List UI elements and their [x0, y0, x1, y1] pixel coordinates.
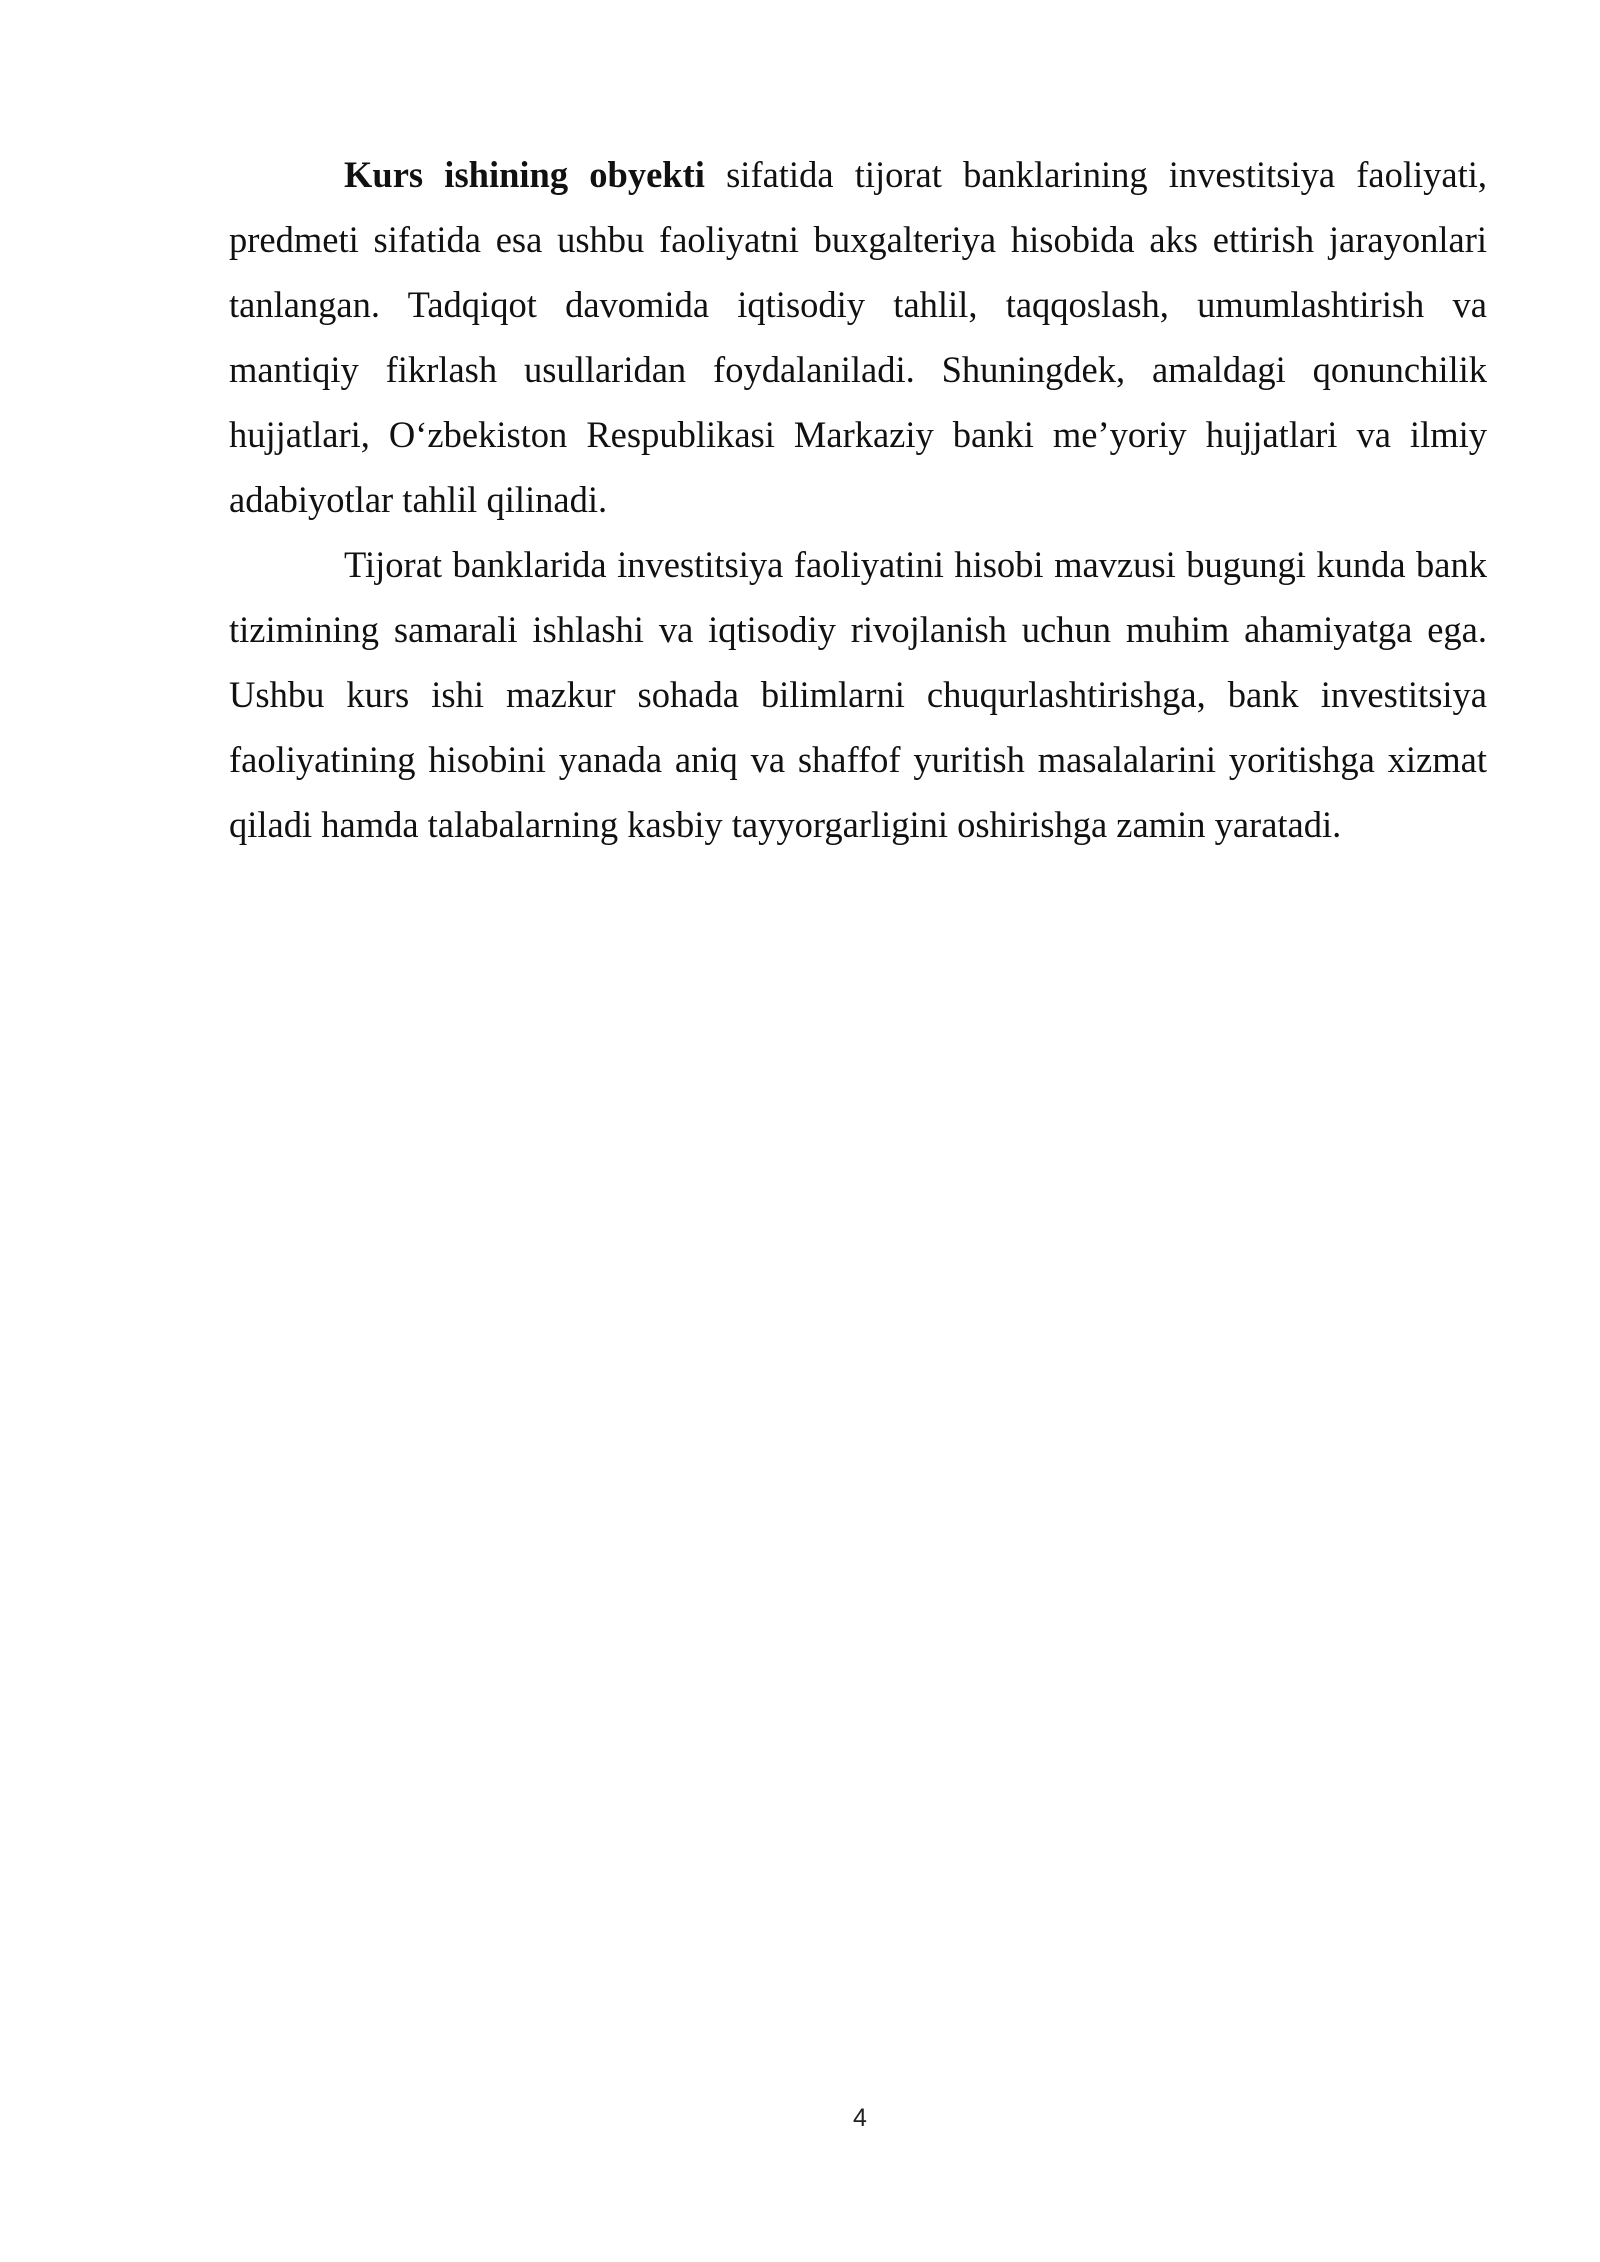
page-number: 4 [853, 2104, 867, 2132]
paragraph-object-subject [229, 142, 1487, 532]
paragraph-text: sifatida tijorat banklarining investitsiya faoliyati, predmeti sifatida esa ushbu faoliyatni buxgalteriya hisobida aks ettirish jarayonlari tanlangan. Tadqiqot davomida iqtisodiy tahlil, taqqoslash, umumlashtirish va mantiqiy fikrlash usullaridan foydalaniladi. Shuningdek, amaldagi qonunchilik hujjatlari, O‘zbekiston Respublikasi Markaziy banki me’yoriy hujjatlari va ilmiy adabiyotlar tahlil qilinadi. [229, 154, 1488, 520]
paragraph-text: Tijorat banklarida investitsiya faoliyatini hisobi mavzusi bugungi kunda bank tizimining samarali ishlashi va iqtisodiy rivojlanish uchun muhim ahamiyatga ega. Ushbu kurs ishi mazkur sohada bilimlarni chuqurlashtirishga, bank investitsiya faoliyatining hisobini yanada aniq va shaffof yuritish masalalarini yoritishga xizmat qiladi hamda talabalarning kasbiy tayyorgarligini oshirishga zamin yaratadi. [229, 544, 1487, 845]
bold-lead-phrase: Kurs ishining obyekti [344, 154, 705, 195]
paragraph-topic-relevance [229, 532, 1487, 857]
body-text [229, 142, 1487, 857]
